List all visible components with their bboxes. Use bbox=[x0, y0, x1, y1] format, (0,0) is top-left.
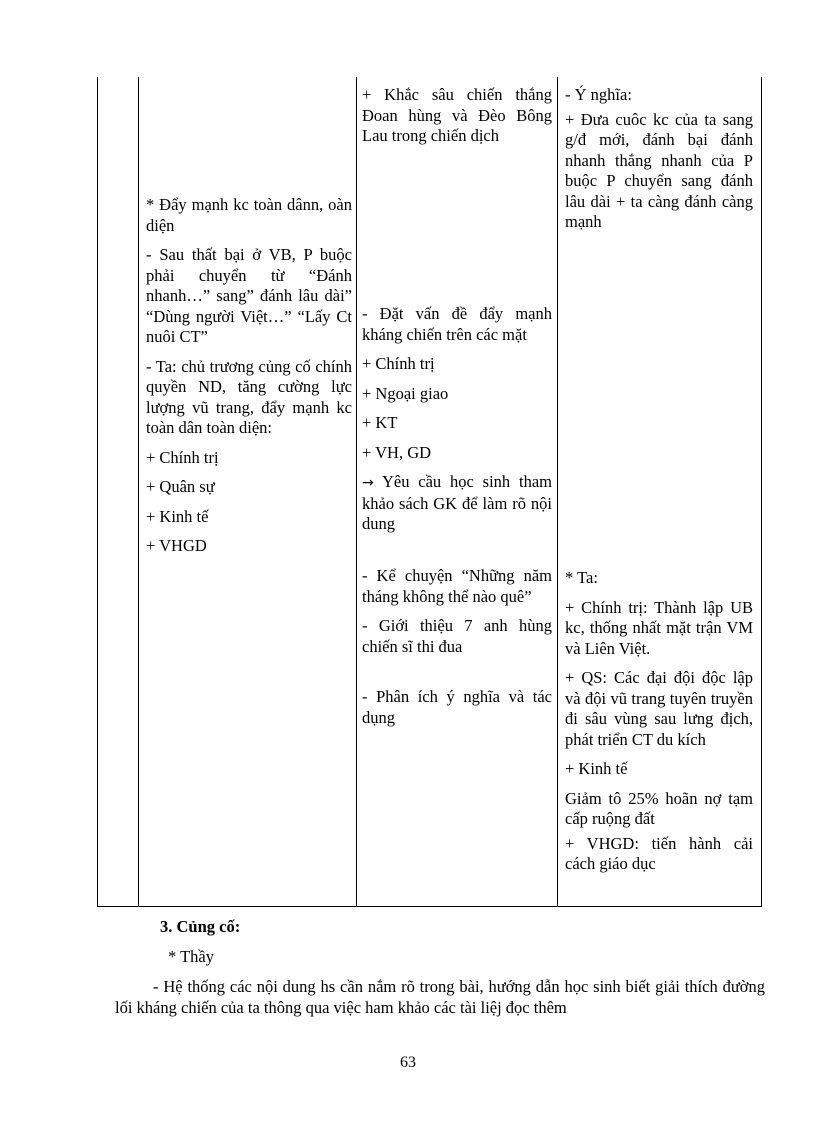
text-line: + Khắc sâu chiến thắng Đoan hùng và Đèo Bông Lau trong chiến dịch bbox=[362, 85, 552, 145]
text-line: + Quân sự bbox=[146, 477, 215, 496]
column-divider-3 bbox=[557, 77, 558, 907]
table-border-right bbox=[761, 77, 762, 907]
page-number: 63 bbox=[400, 1054, 416, 1071]
teacher-label: * Thầy bbox=[168, 947, 214, 966]
text-line: + QS: Các đại đội độc lập và đội vũ trang tuyên truyền đi sâu vùng sau lưng địch, phát triển CT du kích bbox=[565, 668, 753, 749]
text-line: - Ý nghĩa: bbox=[565, 85, 632, 104]
table-border-bottom bbox=[97, 906, 762, 907]
text-line: * Đẩy mạnh kc toàn dânn, oàn diện bbox=[146, 195, 352, 235]
text-line: + Chính trị: Thành lập UB kc, thống nhất mặt trận VM và Liên Việt. bbox=[565, 597, 753, 658]
arrow-item bbox=[362, 472, 552, 535]
text-line: - Phân ích ý nghĩa và tác dụng bbox=[362, 687, 552, 727]
text-line: + Chính trị bbox=[362, 354, 435, 373]
text-line: - Kể chuyện “Những năm tháng không thể nào quê” bbox=[362, 566, 552, 606]
activity-column-bottom bbox=[362, 566, 552, 737]
text-line: Yêu cầu học sinh tham khảo sách GK để làm rõ nội dung bbox=[362, 472, 553, 533]
text-line: - Ta: chủ trương củng cố chính quyền ND, tăng cường lực lượng vũ trang, đẩy mạnh kc toàn dân toàn diện: bbox=[146, 356, 352, 437]
text-line: + VHGD: tiến hành cải cách giáo dục bbox=[565, 833, 753, 873]
text-line: Giảm tô 25% hoãn nợ tạm cấp ruộng đất bbox=[565, 788, 753, 828]
text-line: + VHGD bbox=[146, 536, 207, 555]
activity-column-middle bbox=[362, 304, 552, 544]
text-line: * Ta: bbox=[565, 568, 598, 587]
text-line: - Sau thất bại ở VB, P buộc phải chuyển từ “Đánh nhanh…” sang” đánh lâu dài” “Dùng người Việt…” “Lấy Ct nuôi CT” bbox=[146, 245, 352, 346]
text-line: + Kinh tế bbox=[565, 759, 628, 778]
text-line: + Kinh tế bbox=[146, 506, 209, 526]
text-line: - Đặt vấn đề đẩy mạnh kháng chiến trên các mặt bbox=[362, 304, 552, 344]
column-divider-1 bbox=[138, 77, 139, 907]
text-line: + KT bbox=[362, 413, 398, 432]
content-column-bottom bbox=[565, 568, 753, 879]
student-column bbox=[146, 195, 352, 566]
text-line: + Đưa cuôc kc của ta sang g/đ mới, đánh bại đánh nhanh thắng nhanh của P buộc P chuyển sang đánh lâu dài + ta càng đánh càng mạnh bbox=[565, 109, 753, 231]
activity-column-top bbox=[362, 85, 552, 156]
text-line: - Giới thiệu 7 anh hùng chiến sĩ thi đua bbox=[362, 616, 552, 656]
content-column-top bbox=[565, 85, 753, 242]
text-line: + VH, GD bbox=[362, 442, 432, 462]
arrow-right-icon: → bbox=[362, 475, 374, 491]
summary-paragraph: - Hệ thống các nội dung hs cần nắm rõ trong bài, hướng dẫn học sinh biết giải thích đường lối kháng chiến của ta thông qua việc ham khảo các tài liệj đọc thêm bbox=[115, 977, 765, 1017]
table-border-left bbox=[97, 77, 98, 907]
section-heading: 3. Củng cố: bbox=[160, 917, 241, 936]
text-line: + Ngoại giao bbox=[362, 383, 449, 403]
column-divider-2 bbox=[356, 77, 357, 907]
text-line: + Chính trị bbox=[146, 447, 219, 467]
